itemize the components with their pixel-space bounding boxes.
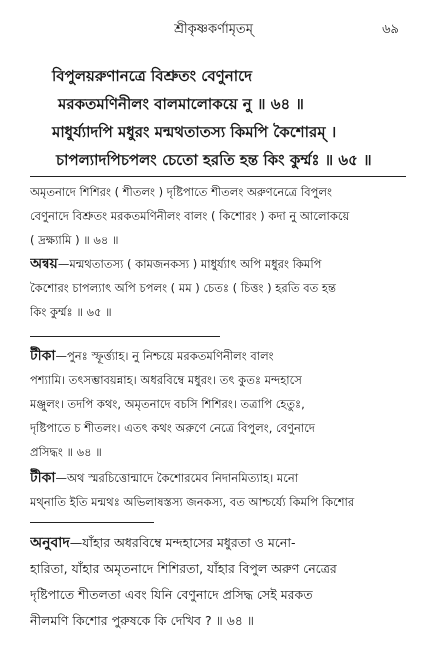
tika-line: —পুনঃ স্ফূর্ত্ত্যাহ। নু নিশ্চয়ে মরকতমণিনীলং বালং [55, 349, 274, 363]
prose-line: ( দ্রক্ষ্যামি ) ॥ ৬৪ ॥ [30, 233, 119, 247]
verse-line: মাধুর্য্যাদপি মধুরং মন্মথতাতস্য কিমপি কৈশোরম্ । [52, 123, 337, 141]
sanskrit-verse [52, 62, 412, 174]
anvaya-line: কৈশোরং চাপল্যাৎ অপি চপলং ( মম ) চেতঃ ( চিত্তং ) হরতি বত হন্ত [30, 281, 336, 295]
section-divider [30, 522, 154, 523]
tika-line: মঞ্জুলং। তদপি কথং, অমৃতনাদে বচসি শিশিরং। তত্রাপি হেতুঃ, [30, 397, 305, 411]
anvaya-line: —মন্মথতাতস্য ( কামজনকস্য ) মাধুর্য্যাৎ অপি মধুরং কিমপি [57, 257, 322, 271]
prose-rendering [30, 180, 410, 252]
tika-line: —অথ স্মরচিত্তোন্মাদে কৈশোরমেব নিদানমিত্যাহ। মনো [55, 471, 299, 485]
anubad-label: অনুবাদ [30, 535, 70, 551]
tika-label: টীকা [30, 470, 56, 486]
anvaya-section [30, 252, 410, 324]
tika-line: দৃষ্টিপাতে চ শীতলং। এতৎ কথং অরুণে নেত্রে বিপুলং, বেণুনাদে [30, 421, 315, 435]
tika-label: টীকা [30, 348, 56, 364]
tika-commentary-2 [30, 466, 410, 514]
tika-line: পশ্যামি। তৎসম্ভাবয়ন্নাহ। অধরবিম্বে মধুরং। তৎ কুতঃ মন্দহাসে [30, 373, 302, 387]
anubad-line: দৃষ্টিপাতে শীতলতা এবং যিনি বেণুনাদে প্রসিদ্ধ সেই মরকত [30, 587, 313, 602]
anubad-translation [30, 530, 410, 634]
running-title: শ্রীকৃষ্ণকর্ণামৃতম্ [174, 22, 253, 37]
anubad-line: নীলমণি কিশোর পুরুষকে কি দেখিব ? ॥ ৬৪ ॥ [30, 613, 254, 628]
page-number: ৬৯ [382, 22, 399, 37]
verse-divider [30, 176, 406, 177]
tika-commentary-1 [30, 344, 410, 464]
anvaya-label: অন্বয় [30, 256, 58, 272]
page-header [0, 20, 427, 40]
section-divider [30, 336, 220, 337]
verse-line: মরকতমণিনীলং বালমালোকয়ে নু ॥ ৬৪ ॥ [58, 95, 304, 113]
tika-line: মথ্নাতি ইতি মন্মথঃ অভিলাষস্তস্য জনকস্য, বত আশ্চর্য্যে কিমপি কিশোর [30, 495, 355, 509]
tika-line: প্রসিদ্ধং ॥ ৬৪ ॥ [30, 445, 102, 459]
anubad-line: হারিতা, যাঁহার অমৃতনাদে শিশিরতা, যাঁহার বিপুল অরুণ নেত্রের [30, 561, 337, 576]
prose-line: অমৃতনাদে শিশিরং ( শীতলং ) দৃষ্টিপাতে শীতলং অরুণনেত্রে বিপুলং [30, 185, 332, 199]
prose-line: বেণুনাদে বিশ্রুতং মরকতমণিনীলং বালং ( কিশোরং ) কদা নু আলোকয়ে [30, 209, 350, 223]
verse-line: চাপল্যাদপিচপলং চেতো হরতি হন্ত কিং কুর্ম্মঃ ॥ ৬৫ ॥ [56, 151, 372, 169]
verse-line: বিপুলয়রুণানত্রে বিশ্রুতং বেণুনাদে [52, 67, 253, 85]
anvaya-line: কিং কুর্ম্মঃ ॥ ৬৫ ॥ [30, 305, 112, 319]
anubad-line: —যাঁহার অধরবিম্বে মন্দহাসের মধুরতা ও মনো- [69, 535, 296, 550]
